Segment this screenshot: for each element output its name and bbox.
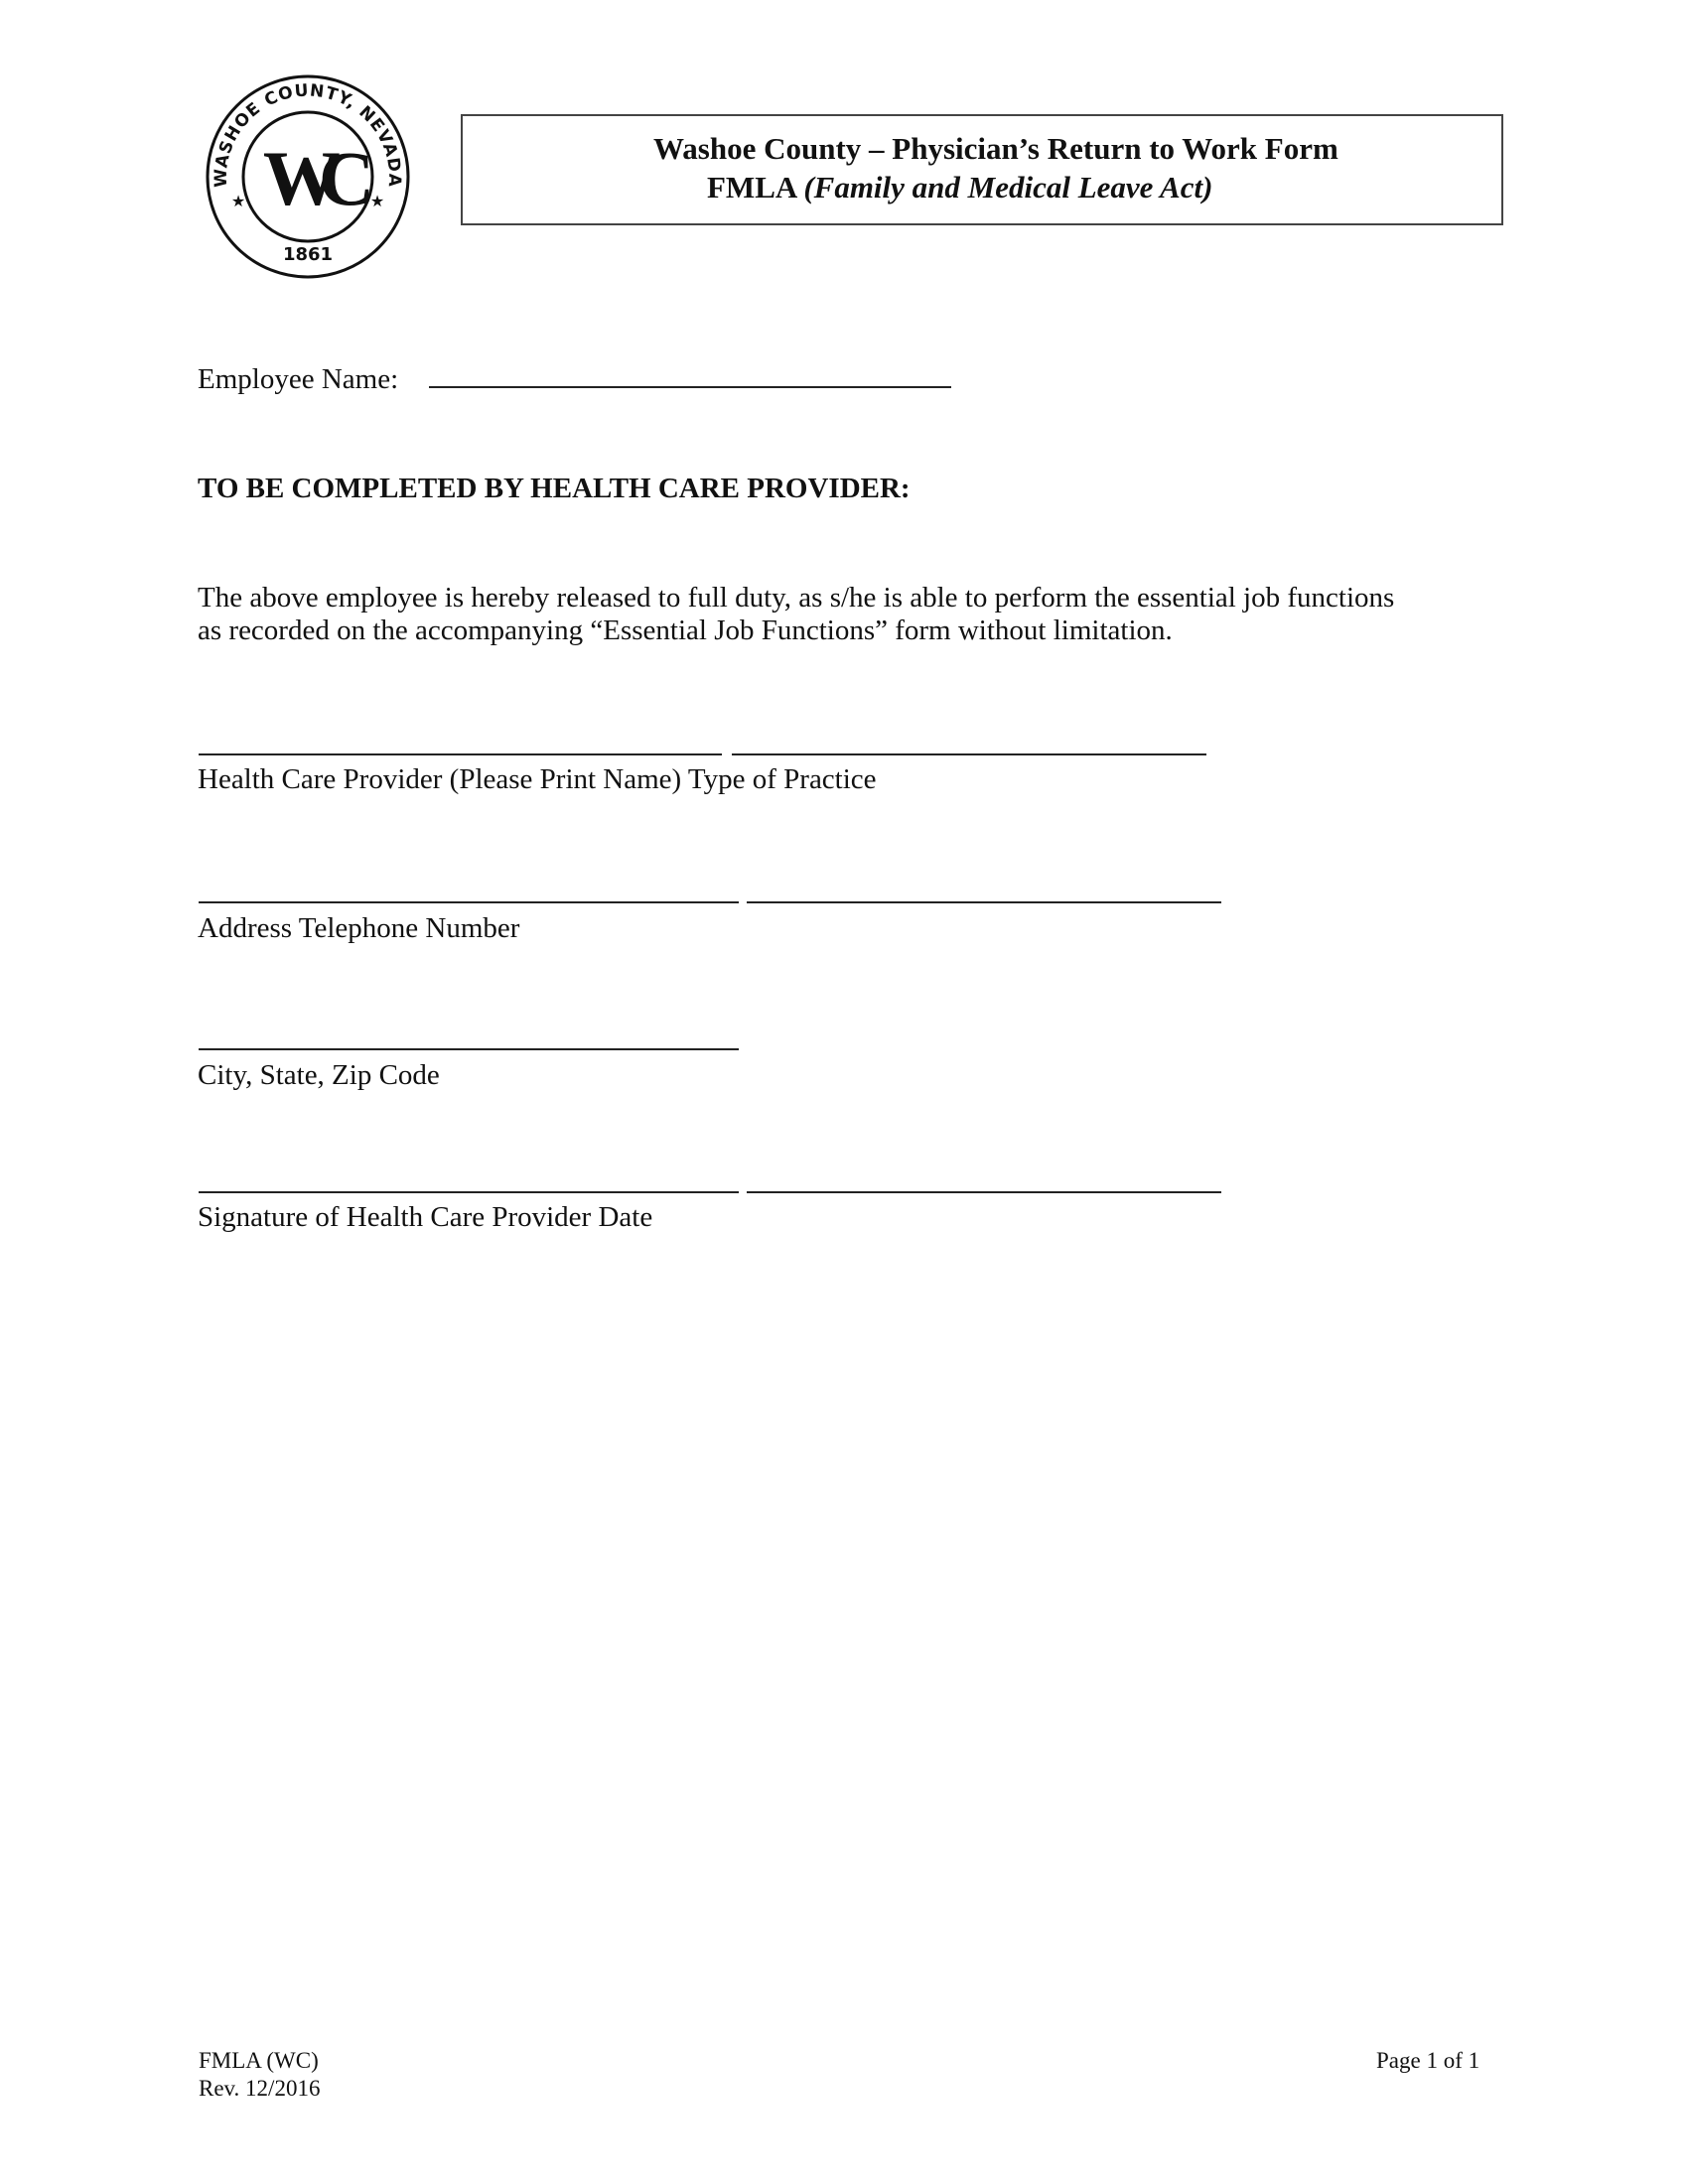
provider-signature-field[interactable]: [199, 1191, 739, 1193]
seal-monogram: WC: [262, 135, 353, 221]
svg-text:★: ★: [230, 194, 246, 210]
employee-name-field[interactable]: [429, 386, 951, 388]
city-state-zip-field[interactable]: [199, 1048, 739, 1050]
signature-date-label: Signature of Health Care Provider Date: [198, 1201, 653, 1233]
svg-text:WASHOE COUNTY, NEVADA: WASHOE COUNTY, NEVADA: [211, 80, 405, 189]
seal-year: 1861: [282, 244, 334, 265]
page-number: Page 1 of 1: [1376, 2048, 1480, 2073]
form-title: Washoe County – Physician’s Return to Work Form: [653, 131, 1338, 166]
form-subtitle: FMLA (Family and Medical Leave Act): [707, 170, 1213, 205]
provider-name-practice-label: Health Care Provider (Please Print Name) Type of Practice: [198, 763, 877, 795]
type-of-practice-field[interactable]: [732, 753, 1206, 755]
date-field[interactable]: [747, 1191, 1221, 1193]
provider-name-field[interactable]: [199, 753, 722, 755]
svg-text:★: ★: [369, 194, 385, 210]
employee-name-label: Employee Name:: [198, 363, 399, 395]
form-code: FMLA (WC): [199, 2048, 319, 2073]
address-field[interactable]: [199, 901, 739, 903]
city-state-zip-label: City, State, Zip Code: [198, 1059, 440, 1091]
section-heading: TO BE COMPLETED BY HEALTH CARE PROVIDER:: [198, 473, 911, 504]
washoe-county-seal-logo: [205, 73, 411, 280]
address-telephone-label: Address Telephone Number: [198, 912, 520, 944]
revision-date: Rev. 12/2016: [199, 2076, 321, 2101]
release-statement: The above employee is hereby released to full duty, as s/he is able to perform the essential job functions as recorded on the accompanying “Essential Job Functions” form without limitation.: [198, 582, 1395, 646]
telephone-field[interactable]: [747, 901, 1221, 903]
